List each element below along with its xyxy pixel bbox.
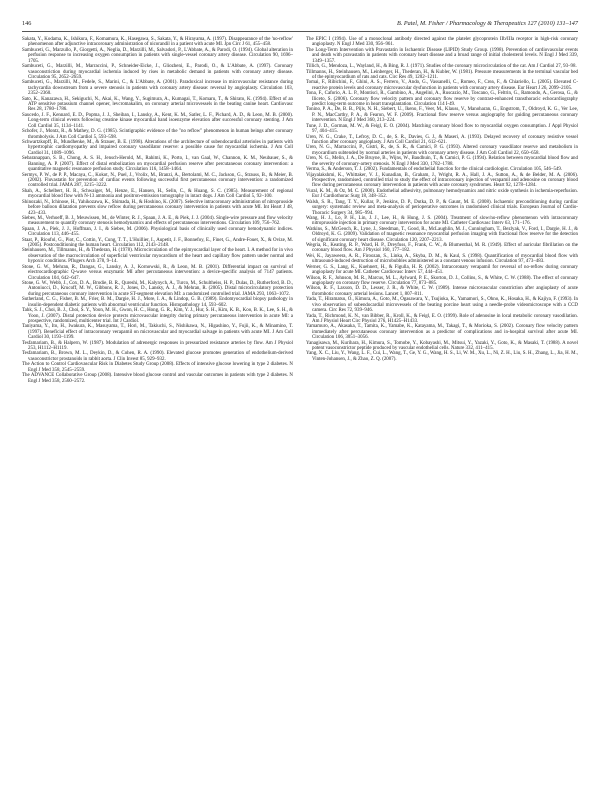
reference-entry: Sato, K., Kanazawa, H., Sekiguchi, N., Akai, K., Wang, Y., Sugimura, A., Kumagai, T., Komaru, T., & Shirato, K. (1994). Effect of an ATP sensitive potassium channel opener, levcromakalim, on coronary arterial microvessels in the beating canine heart. Cardiovasc Res 28, 1780–1786. <box>22 96 293 113</box>
reference-entry: Wei, K., Jayaweera, A. R., Firoozan, S., Linka, A., Skyba, D. M., & Kaul, S. (1998). Quantification of myocardial blood flow with ultrasound-induced destruction of microbubbles administered as a constant venous infusion. Circulation 97, 473–483. <box>306 253 578 265</box>
reference-entry: The Action to Control Cardiovascular Risk in Diabetes Study Group (2008). Effects of intensive glucose lowering in type 2 diabetes. N Engl J Med 358, 2545–2559. <box>22 362 293 373</box>
references-column-left <box>22 37 293 384</box>
reference-entry: Yada, T., Hiramatsu, O., Kimura, A., Goto, M., Ogasawara, Y., Tsujioka, K., Yamamori, S., Ohno, K., Hosaka, H., & Kajiya, F. (1993). In vivo observation of subendocardial microvessels of the beating porcine heart using a needle-probe videomicroscope with a CCD camera. Circ Res 72, 939–946. <box>306 297 578 314</box>
reference-entry: Sakata, Y., Kodama, K., Ishikura, F., Komamura, K., Hasegawa, S., Sakata, Y., & Hirayama, A. (1997). Disappearance of the 'no-reflow' phenomenon after adjunctive intracoronary administration of nicorandil in a patient with acute MI. Jpn Circ J 61, 455–458. <box>22 37 293 48</box>
reference-entry: Wang, H. J., Lo, P. H., Lin, J. J., Lee, H., & Hung, J. S. (2004). Treatment of slow/no-reflow phenomenon with intracoronary nitroprusside injection in primary coronary intervention for acute MI. Catheter Cardiovasc Interv 63, 171–176. <box>306 215 578 227</box>
reference-entry: Wegria, R., Keating, R. P., Ward, H. P., Dreyfuss, F., Frank, C. W., & Blumenthal, M. R. (1949). Effect of auricular fibrillation on the coronary blood flow. Am J Physiol 160, 177–182. <box>306 243 578 254</box>
reference-entry: Yang, X. C., Liu, Y., Wang, L. F., Cui, L., Wang, T., Ge, Y. G., Wang, H. S., Li, W. M., Xu, L., Ni, Z. H., Liu, S. H., Zhang, L., Jia, H. M., Vinten-Johansen, J., & Zhao, Z. Q. (2007). <box>306 351 578 362</box>
reference-entry: Siebes, M., Verhoeff, B. J., Meuwissen, M., de Winter, R. J., Spaan, J. A. E., & Piek, J. J. (2004). Single-wire pressure and flow velocity measurement to quantify coronary stenosis hemodynamics and effects of percutaneous interventions. Circulation 109, 756–762. <box>22 215 293 227</box>
reference-entry: Stone, G. W., Webb, J., Cox, D. A., Brodie, B. R., Qureshi, M., Kalynych, A., Turco, M., Schultheiss, H. P., Dulas, D., Rutherford, B. D., Antoniucci, D., Krucoff, M. W., Gibbons, R. J., Jones, D., Lansky, A. J., & Mehran, R. (2005). Distal microcirculatory protection during percutaneous coronary intervention in acute ST-segment elevation MI: a randomized controlled trial. JAMA 293, 1063–1072. <box>22 280 293 297</box>
reference-entry: Shah, A., Schelbert, H. R., Schwaiger, M., Henze, E., Hansen, H., Selin, C., & Huang, S. C. (1985). Measurement of regional myocardial blood flow with N-13 ammonia and positron-emission tomography in intact dogs. J Am Coll Cardiol 5, 92–100. <box>22 188 293 200</box>
references-column-right <box>306 37 578 362</box>
reference-entry: Yamamuro, A., Akasaka, T., Tamita, K., Yamabe, K., Katayama, M., Takagi, T., & Morioka, S. (2002). Coronary flow velocity pattern immediately after percutaneous coronary intervention as a predictor of complications and in-hospital survival after acute MI. Circulation 106, 3051–3056. <box>306 324 578 341</box>
reference-entry: Watkins, S., McGeoch, R., Lyne, J., Steedman, T., Good, R., McLaughlin, M. J., Cunningham, T., Bezlyak, V., Ford, I., Dargie, H. J., & Oldroyd, K. G. (2009). Validation of magnetic resonance myocardial perfusion imaging with fractional flow reserve for the detection of significant coronary heart disease. Circulation 120, 2207–2213. <box>306 226 578 243</box>
reference-entry: Tonino, P. A., De, B. B., Pijls, N. H., Siebert, U., Ikeno, F., Veer, M., Klauss, V., Manoharan, G., Engstrom, T., Oldroyd, K. G., Ver Lee, P. N., MacCarthy, P. A., & Fearon, W. F. (2009). Fractional flow reserve versus angiography for guiding percutaneous coronary intervention. N Engl J Med 360, 213–224. <box>306 107 578 124</box>
reference-entry: Vijayalakshmi, K., Whittaker, V. J., Kunadian, B., Graham, J., Wright, R. A., Hall, J. A., Sutton, A., & de Belder, M. A. (2006). Prospective, randomised, controlled trial to study the effect of intracoronary injection of verapamil and adenosine on coronary blood flow during percutaneous coronary intervention in patients with acute coronary syndromes. Heart 92, 1278–1284. <box>306 172 578 189</box>
header-rule <box>22 31 578 32</box>
reference-entry: Sutherland, C. G., Fisher, B. M., Frier, B. M., Dargie, H. J., More, I. A., & Lindop, G. B. (1989). Endomyocardial biopsy pathology in insulin-dependent diabetic patients with abnormal ventricular function. Histopathology 14, 593–602. <box>22 297 293 308</box>
reference-entry: Tune, J. D., Gorman, M. W., & Feigl, E. O. (2004). Matching coronary blood flow to myocardial oxygen consumption. J Appl Physiol 97, 404–415. <box>306 123 578 135</box>
page-number: 146 <box>22 20 32 27</box>
reference-entry: Stone, G. W., Mehran, R., Dangas, G., Lansky, A. J., Kornowski, R., & Leon, M. B. (2001). Differential impact on survival of electrocardiographic Q-wave versus enzymatic MI after percutaneous intervention: a device-specific analysis of 7147 patients. Circulation 104, 642–647. <box>22 264 293 281</box>
reference-entry: Uren, N. G., Marraccini, P., Gistri, R., de, S. R., & Camici, P. G. (1993). Altered coronary vasodilator reserve and metabolism in myocardium subtended by normal arteries in patients with coronary artery disease. J Am Coll Cardiol 22, 650–658. <box>306 145 578 156</box>
reference-entry: Wilson, R. F., Laxson, D. D., Lesser, J. R., & White, C. W. (1989). Intense microvascular constriction after angioplasty of acute thrombotic coronary arterial lesions. Lancet 1, 807–811. <box>306 286 578 297</box>
reference-entry: Sebaranappan, S. B., Chong, A. S. H., Jensch-Herold, M., Rahimi, K., Porto, I., van Gaal, W., Channon, K. M., Neubauer, S., & Banning, A. P. (2007). Effect of distal embolization on myocardial perfusion reserve after percutaneous coronary intervention: a quantitative magnetic resonance perfusion study. Circulation 116, 1458–1464. <box>22 156 293 173</box>
reference-entry: Tesfamariam, B., & Halpern, W. (1987). Modulation of adrenergic responses in pressurized resistance arteries by flow. Am J Physiol 253, H1112–H1119. <box>22 340 293 352</box>
reference-entry: Sermys, P. W., de P. P., Macaya, C., Kokot, N., Puel, J., Vrolix, M., Branzi, A., Bertolami, M. C., Jackson, G., Strauss, B., & Meier, B. (2002). Fluvastatin for prevention of cardiac events following successful first percutaneous coronary intervention: a randomized controlled trial. JAMA 287, 3215–3222. <box>22 172 293 189</box>
reference-entry: Schofer, J., Montz, R., & Mathey, D. G. (1985). Scintigraphic evidence of the "no reflow" phenomenon in human beings after coronary thrombolysis. J Am Coll Cardiol 5, 593–598. <box>22 129 293 140</box>
reference-entry: The Long-Term Intervention with Pravastatin in Ischaemic Disease (LIPID) Study Group. (1998). Prevention of cardiovascular events and death with pravastatin in patients with coronary heart disease and a broad range of initial cholesterol levels. N Engl J Med 339, 1349–1357. <box>306 47 578 64</box>
reference-entry: Sambuceti, G., Marzilli, M., Fedele, S., Marini, C., & L'Abbate, A. (2001). Paradoxical increase in microvascular resistance during tachycardia downstream from a severe stenosis in patients with coronary artery disease: reversal by angioplasty. Circulation 103, 2352–2360. <box>22 80 293 97</box>
reference-entry: Spaan, J. A., Piek, J. J., Hoffman, J. I., & Siebes, M. (2006). Physiological basis of clinically used coronary hemodynamic indices. Circulation 113, 446–455. <box>22 226 293 238</box>
reference-entry: Steinhausen, M., Tillmanns, H., & Thederan, H. (1978). Microcirculation of the epimyocardial layer of the heart. I. A method for in vivo observation of the macrocirculation of superficial ventricular myocardium of the heart and capillary flow pattern under normal and hypoxic conditions. Pflugers Arch 378, 9–14. <box>22 248 293 265</box>
reference-entry: Werner, G. S., Lang, K., Kuehnert, H., & Figulla, H. R. (2002). Intracoronary verapamil for reversal of no-reflow during coronary angioplasty for acute MI. Catheter Cardiovasc Interv 57, 444–451. <box>306 264 578 276</box>
reference-entry: The EPIC I (1994). Use of a monoclonal antibody directed against the platelet glycoprotein IIb/IIIa receptor in high-risk coronary angioplasty. N Engl J Med 330, 956–961. <box>306 37 578 48</box>
reference-entry: Tillmanns, H., Steinhausen, M., Leinberger, H., Thederan, H., & Kubler, W. (1981). Pressure measurements in the terminal vascular bed of the epimyocardium of rats and cats. Circ Res 49, 1202–1211. <box>306 69 578 80</box>
reference-entry: Schwartzkopff, B., Mundhenke, M., & Strauer, B. E. (1998). Alterations of the architecture of subendocardial arterioles in patients with hypertrophic cardiomyopathy and impaired coronary vasodilator reserve: a possible cause for myocardial ischemia. J Am Coll Cardiol 31, 1089–1096. <box>22 140 293 156</box>
reference-entry: Saucedo, J. F., Kennard, E. D., Popma, J. J., Sheiban, I., Lansky, A., Kent, K. M., Satler, L. F., Pichard, A. D., & Leon, M. B. (2000). Long-term clinical events following creatine kinase myocardial band isoenzyme elevation after successful coronary stenting. J Am Coll Cardiol 35, 1134–1141. <box>22 112 293 129</box>
reference-entry: Uren, N. G., Crake, T., Lefroy, D. C., de, S. R., Davies, G. J., & Maseri, A. (1993). Delayed recovery of coronary resistive vessel function after coronary angioplasty. J Am Coll Cardiol 21, 612–621. <box>306 134 578 146</box>
reference-entry: Walsh, S. R., Tang, T. Y., Kullar, P., Jenkins, D. P., Dutka, D. P., & Gaunt, M. E. (2008). Ischaemic preconditioning during cardiac surgery: systematic review and meta-analysis of perioperative outcomes in randomised clinical trials. European Journal of Cardio-Thoracic Surgery 34, 985–994. <box>306 199 578 216</box>
reference-entry: Shinozaki, N., Ichinose, H., Yahikozawa, K., Shimada, H., & Hoshino, K. (2007). Selective intracoronary administration of nitroprusside before balloon dilatation prevents slow reflow during percutaneous coronary intervention in patients with acute MI. Int Heart J 48, 423–433. <box>22 199 293 216</box>
reference-entry: Tesfamariam, B., Brown, M. L., Deykin, D., & Cohen, R. A. (1990). Elevated glucose promotes generation of endothelium-derived vasoconstrictor prostanoids in rabbit aorta. J Clin Invest 85, 929–932. <box>22 351 293 362</box>
reference-entry: Yada, T., Richmond, K. N., van Bibber, R., Kroll, K., & Feigl, E. O. (1999). Role of adenosine in local metabolic coronary vasodilation. Am J Physiol Heart Circ Physiol 276, H1425–H1433. <box>306 313 578 324</box>
reference-entry: Tahk, S. J., Choi, B. J., Choi, S. Y., Yoon, M. H., Gwon, H. C., Hong, G. R., Kim, Y. J., Hur, S. H., Kim, K. B., Koo, B. K., Lee, S. H., & Yoon, J. (2007). Distal protection device protects microvascular integrity during primary percutaneous intervention in acute MI: a prospective, randomized, multicenter trial. Int J Cardiol. <box>22 308 293 324</box>
reference-entry: Taniyama, Y., Ito, H., Iwakura, K., Masuyama, T., Hori, M., Takiuchi, S., Nishikawa, N., Higashino, Y., Fujii, K., & Minamino, T. (1997). Beneficial effect of intracoronary verapamil on microvascular and myocardial salvage in patients with acute MI. J Am Coll Cardiol 30, 1193–1199. <box>22 324 293 341</box>
reference-entry: Tona, F., Caforio, A. L. P., Montisci, R., Gambino, A., Angelini, A., Ruscazio, M., Toscano, G., Feltrin, G., Ramondo, A., Gerosa, G., & Iliceto, S. (2006). Coronary flow velocity pattern and coronary flow reserve by contrast-enhanced transthoracic echocardiography predict long-term outcome in heart transplantation. Circulation 114 I-49. <box>306 91 578 108</box>
reference-entry: Yanagisawa, M., Kurihara, H., Kimura, S., Tomobe, Y., Kobayashi, M., Mitsui, Y., Yazaki, Y., Goto, K., & Masaki, T. (1988). A novel potent vasoconstrictor peptide produced by vascular endothelial cells. Nature 332, 411–415. <box>306 340 578 352</box>
reference-entry: Tomai, F., Ribichini, F., Ghini, A. S., Ferrero, V., Ando, G., Vassanelli, C., Romeo, F., Crea, F., & Chiariello, L. (2005). Elevated C-reactive protein levels and coronary microvascular dysfunction in patients with coronary artery disease. Eur Heart J 26, 2099–2105. <box>306 80 578 91</box>
reference-entry: Staat, P., Rioufol, G., Piot, C., Cottin, Y., Cung, T. T., L'Huillier, I., Aupetit, J. F., Bonnefoy, E., Finet, G., Andre-Fouet, X., & Ovize, M. (2005). Postconditioning the human heart. Circulation 112, 2143–2148. <box>22 237 293 249</box>
reference-entry: Verma, S., & Anderson, T. J. (2002). Fundamentals of endothelial function for the clinical cardiologist. Circulation 105, 546–549. <box>306 167 563 173</box>
reference-entry: Vural, K. M., & Oz, M. C. (2000). Endothelial adhesivity, pulmonary hemodynamics and nitric oxide synthesis in ischemia-reperfusion. Eur J Cardiothorac Surg 18, 348–352. <box>306 188 578 200</box>
reference-entry: Uren, N. G., Melin, J. A., De Bruyne, B., Wijns, W., Baudhuin, T., & Camici, P. G. (1994). Relation between myocardial blood flow and the severity of coronary-artery stenosis. N Engl J Med 330, 1782–1788. <box>306 156 578 167</box>
reference-entry: Tillich, G., Mendoza, L., Wayland, H., & Bing, R. J. (1971). Studies of the coronary microcirculation of the cat. Am J Cardiol 27, 93–98. <box>306 64 577 70</box>
reference-entry: Sambuceti, G., Marzilli, M., Marraccini, P., Schneider-Eicke, J., Gliozheni, E., Parodi, O., & L'Abbate, A. (1997). Coronary vasoconstriction during myocardial ischemia induced by rises in metabolic demand in patients with coronary artery disease. Circulation 95, 2652–2659. <box>22 64 293 80</box>
reference-entry: Wilson, R. F., Johnson, M. R., Marcus, M. L., Aylward, P. E., Skorton, D. J., Collins, S., & White, C. W. (1988). The effect of coronary angioplasty on coronary flow reserve. Circulation 77, 873–885. <box>306 275 578 286</box>
reference-entry: The ADVANCE Collaborative Group (2008). Intensive blood glucose control and vascular outcomes in patients with type 2 diabetes. N Engl J Med 358, 2560–2572. <box>22 373 293 384</box>
reference-entry: Sambuceti, G., Marzullo, P., Giorgetti, A., Neglia, D., Marzilli, M., Salvadori, P., L'Abbate, A., & Parodi, O. (1994). Global alteration in perfusion response to increasing oxygen consumption in patients with single-vessel coronary artery disease. Circulation 90, 1696–1705. <box>22 47 293 64</box>
journal-citation: B. Patel, M. Fisher / Pharmacology & Therapeutics 127 (2010) 131–147 <box>397 20 578 27</box>
